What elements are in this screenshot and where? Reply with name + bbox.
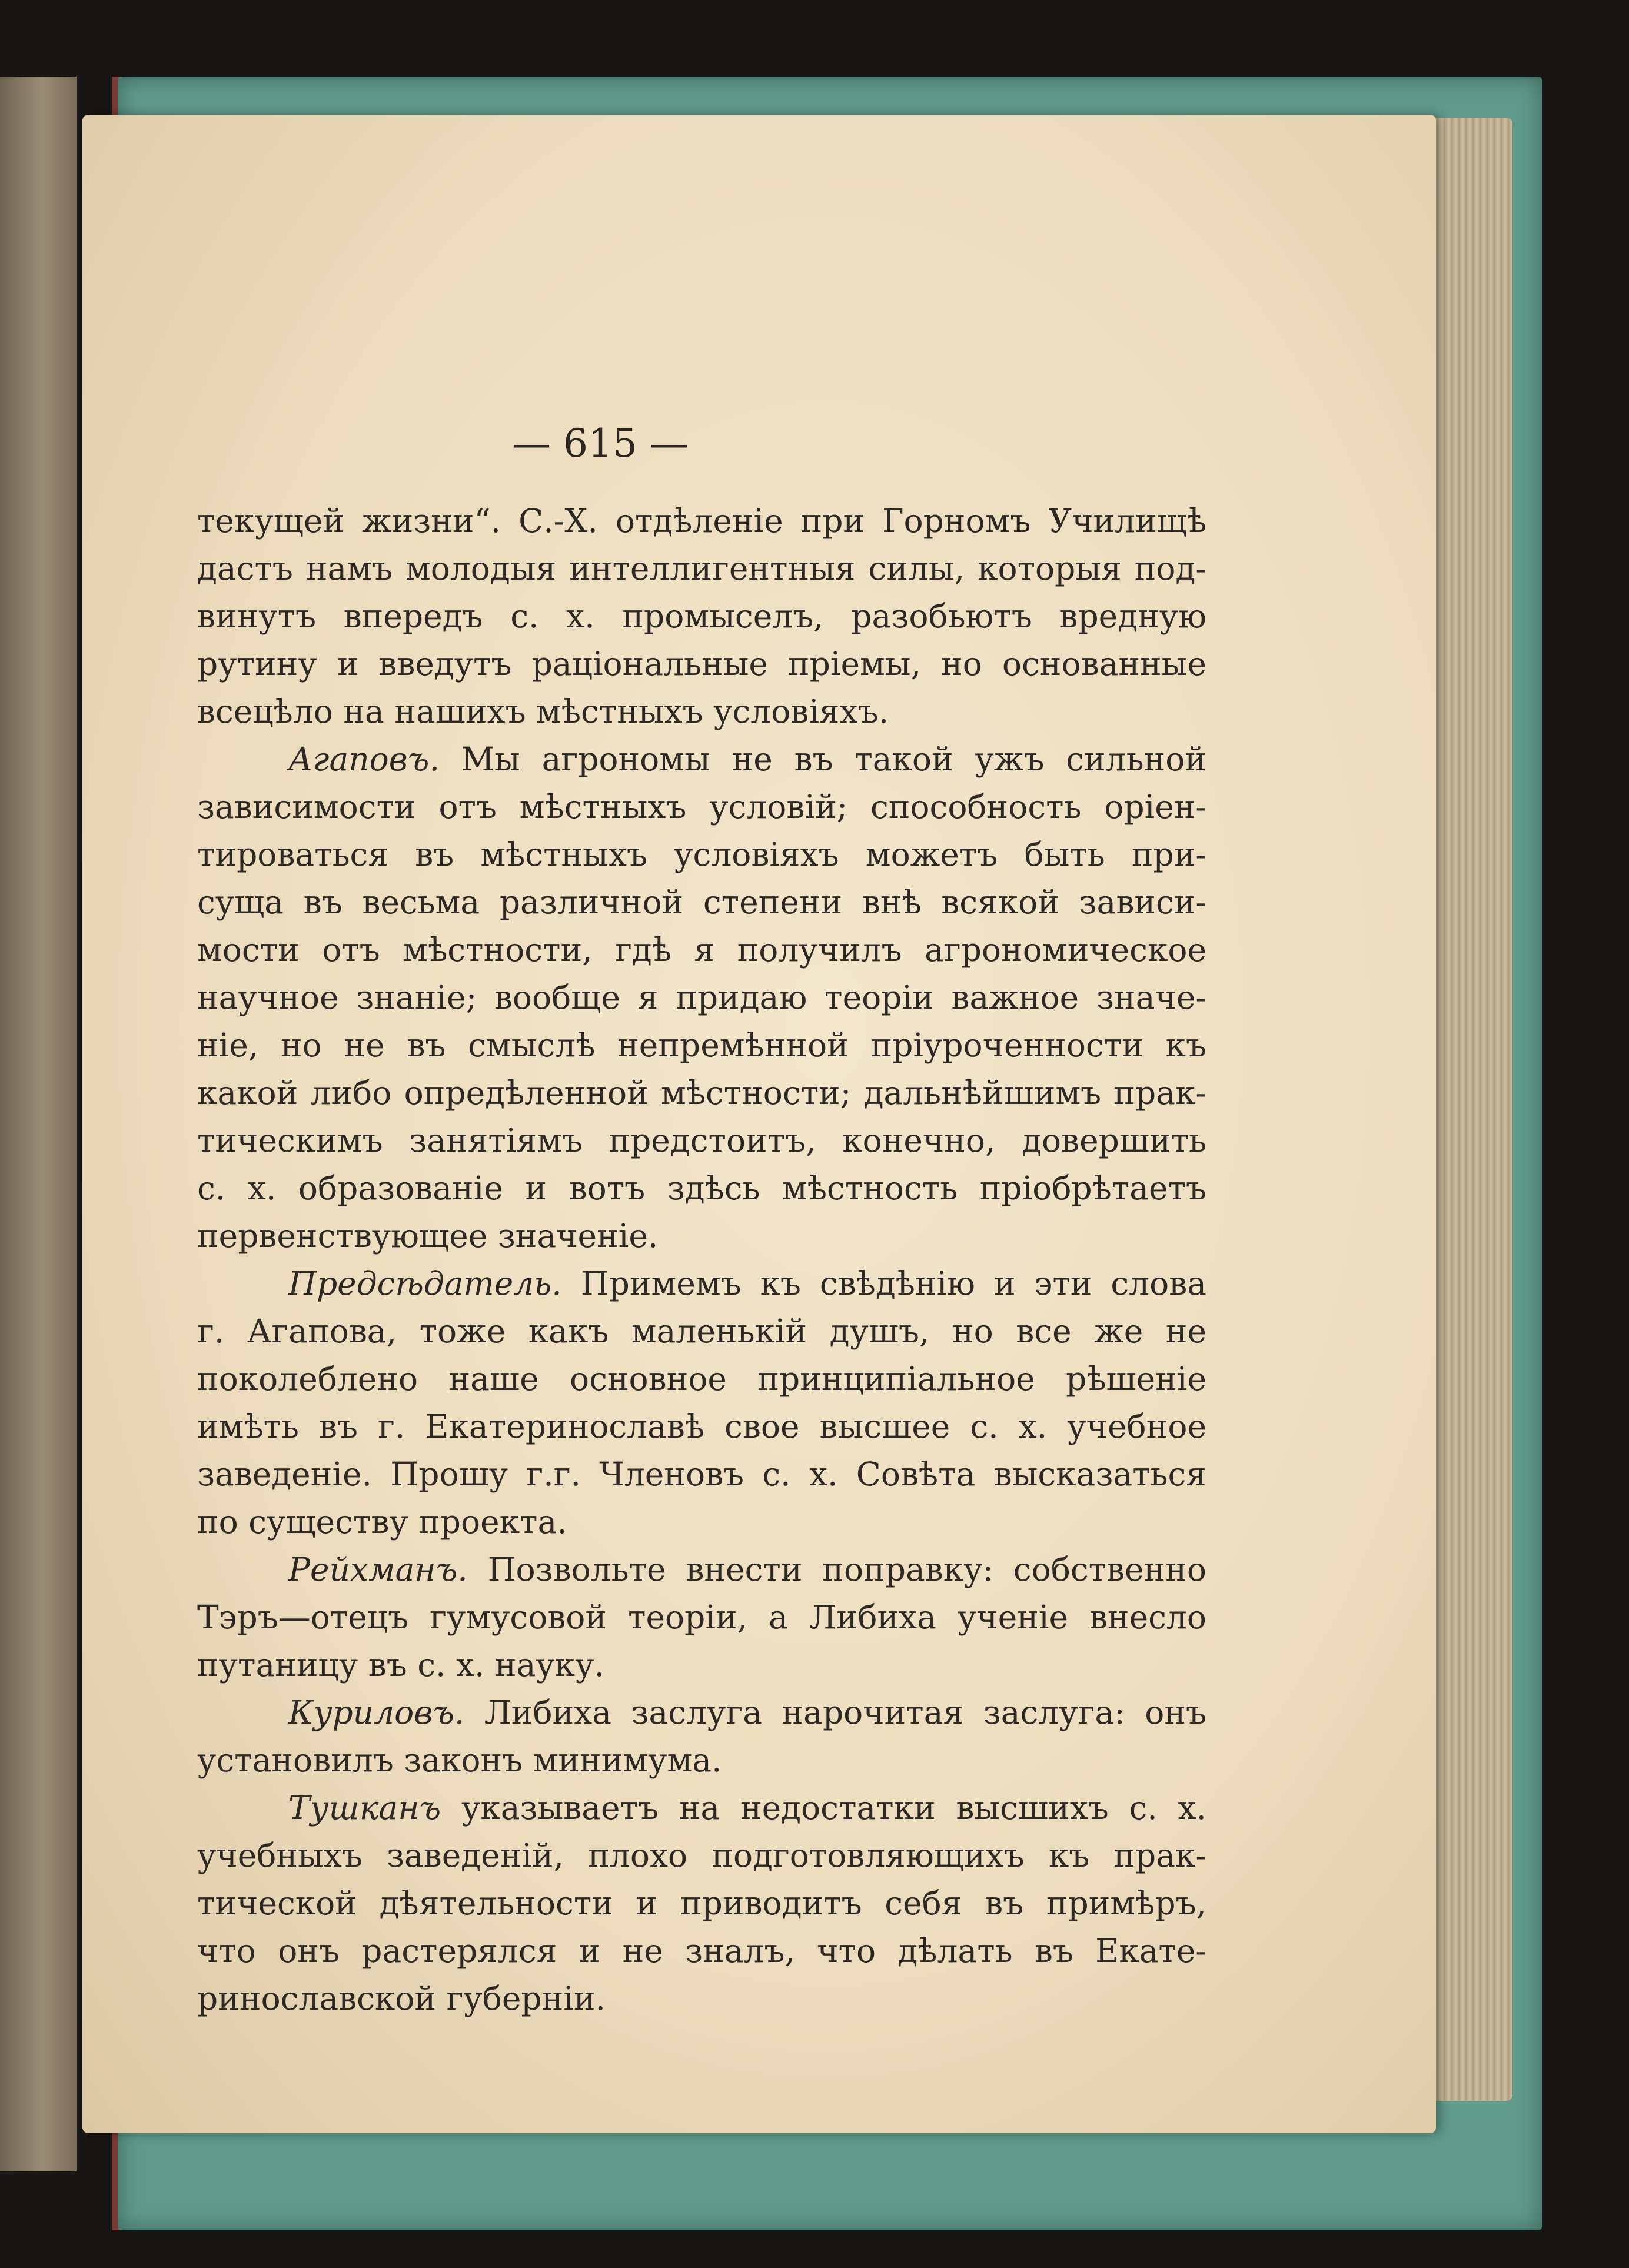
text-line: Либиха заслуга нарочитая заслуга: онъ bbox=[484, 1694, 1206, 1731]
text-line: ринославской губерніи. bbox=[197, 1980, 606, 2017]
text-line: указываетъ на недостатки высшихъ с. х. bbox=[461, 1789, 1207, 1827]
text-line: тическимъ занятіямъ предстоитъ, конечно, довершить bbox=[197, 1122, 1206, 1159]
text-line: тироваться въ мѣстныхъ условіяхъ можетъ быть при- bbox=[197, 836, 1206, 873]
text-line: Мы агрономы не въ такой ужъ сильной bbox=[461, 740, 1206, 778]
text-line: заведеніе. Прошу г.г. Членовъ с. х. Совѣта высказаться bbox=[197, 1455, 1206, 1493]
text-line: текущей жизни“. С.-Х. отдѣленіе при Горномъ Училищѣ bbox=[197, 502, 1206, 540]
text-line: Тэръ—отецъ гумусовой теоріи, а Либиха ученіе внесло bbox=[197, 1598, 1206, 1636]
text-line: установилъ законъ минимума. bbox=[197, 1741, 722, 1779]
page-edges bbox=[1424, 118, 1512, 2101]
speaker-name: Тушканъ bbox=[288, 1789, 441, 1827]
text-line: всецѣло на нашихъ мѣстныхъ условіяхъ. bbox=[197, 693, 889, 730]
speaker-name: Рейхманъ. bbox=[288, 1551, 468, 1588]
text-line: какой либо опредѣленной мѣстности; дальнѣйшимъ прак- bbox=[197, 1074, 1206, 1112]
text-line: научное знаніе; вообще я придаю теоріи важное значе- bbox=[197, 979, 1206, 1016]
speaker-name: Куриловъ. bbox=[288, 1694, 465, 1731]
text-line: зависимости отъ мѣстныхъ условій; способность оріен- bbox=[197, 788, 1206, 826]
text-line: дастъ намъ молодыя интеллигентныя силы, которыя под- bbox=[197, 550, 1206, 587]
text-line: суща въ весьма различной степени внѣ всякой зависи- bbox=[197, 883, 1206, 921]
speaker-name: Предсѣдатель. bbox=[288, 1265, 562, 1302]
page-text bbox=[197, 497, 1206, 2023]
text-line: по существу проекта. bbox=[197, 1503, 567, 1541]
paragraph-first-line bbox=[197, 736, 1206, 783]
text-line: г. Агапова, тоже какъ маленькій душъ, но все же не bbox=[197, 1312, 1206, 1350]
text-line: поколеблено наше основное принципіальное рѣшеніе bbox=[197, 1360, 1206, 1398]
text-line: имѣть въ г. Екатеринославѣ свое высшее с. х. учебное bbox=[197, 1408, 1206, 1445]
text-line: винутъ впередъ с. х. промыселъ, разобьютъ вредную bbox=[197, 597, 1206, 635]
paragraph-first-line bbox=[197, 1689, 1206, 1737]
book-page bbox=[82, 115, 1436, 2133]
page-number: — 615 — bbox=[512, 421, 689, 466]
text-line: Примемъ къ свѣдѣнію и эти слова bbox=[580, 1265, 1207, 1302]
text-line: что онъ растерялся и не зналъ, что дѣлать въ Екате- bbox=[197, 1932, 1206, 1970]
text-line: учебныхъ заведеній, плохо подготовляющихъ къ прак- bbox=[197, 1837, 1206, 1874]
facing-page-edge bbox=[0, 77, 77, 2171]
paragraph-first-line bbox=[197, 1784, 1206, 1832]
text-line: мости отъ мѣстности, гдѣ я получилъ агрономическое bbox=[197, 931, 1206, 969]
text-line: ніе, но не въ смыслѣ непремѣнной пріуроченности къ bbox=[197, 1026, 1206, 1064]
text-line: с. х. образованіе и вотъ здѣсь мѣстность пріобрѣтаетъ bbox=[197, 1169, 1206, 1207]
paragraph-first-line bbox=[197, 1546, 1206, 1594]
text-line: путаницу въ с. х. науку. bbox=[197, 1646, 604, 1684]
text-line: рутину и введутъ раціональные пріемы, но основанные bbox=[197, 645, 1206, 683]
text-line: первенствующее значеніе. bbox=[197, 1217, 659, 1255]
speaker-name: Агаповъ. bbox=[288, 740, 440, 778]
paragraph-first-line bbox=[197, 1260, 1206, 1308]
text-line: Позвольте внести поправку: собственно bbox=[487, 1551, 1206, 1588]
text-line: тической дѣятельности и приводитъ себя въ примѣръ, bbox=[197, 1884, 1206, 1922]
